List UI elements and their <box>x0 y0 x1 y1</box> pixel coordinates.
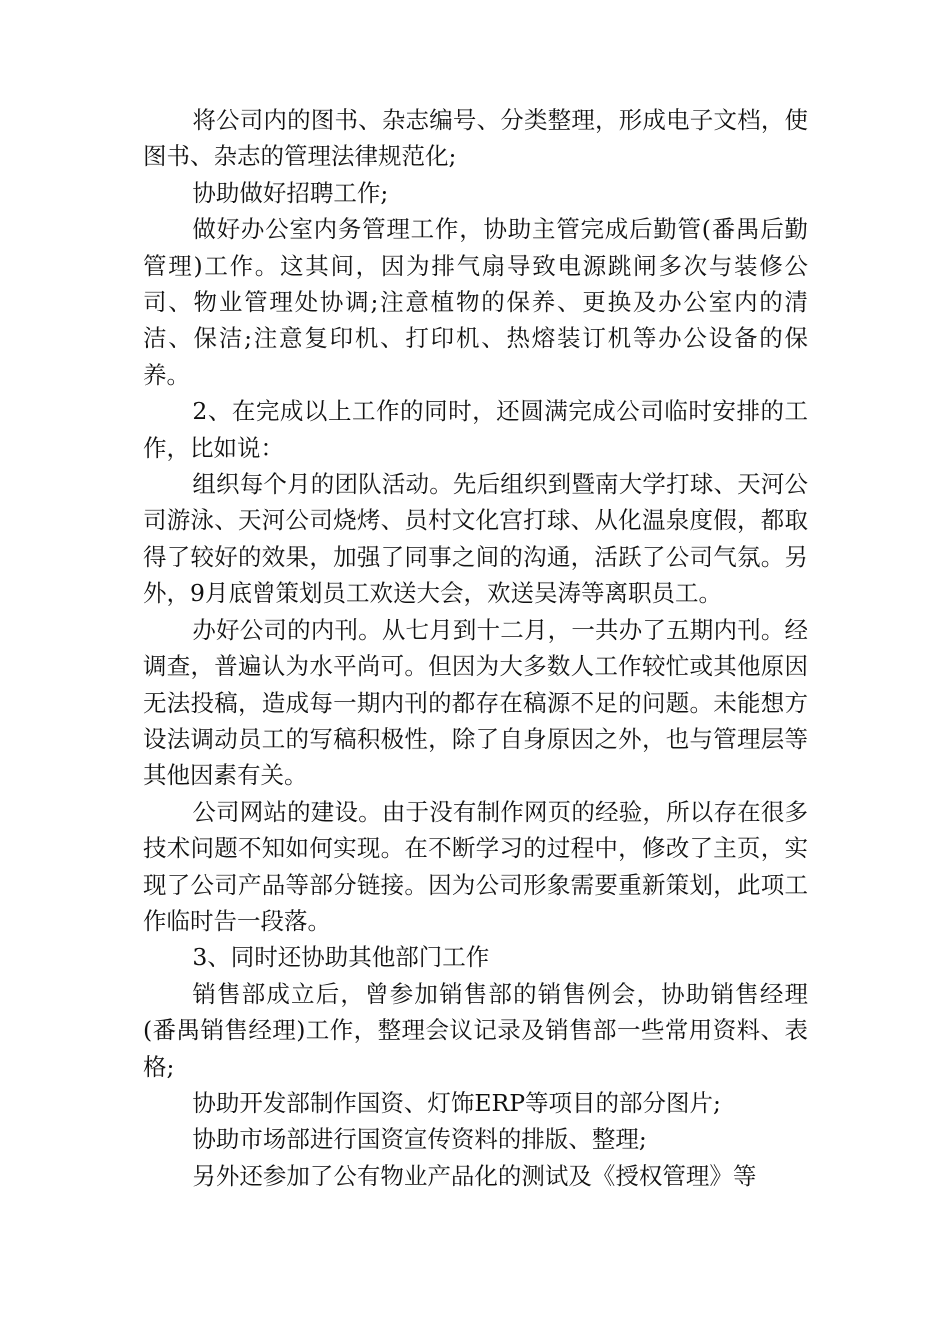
paragraph-library-archiving: 将公司内的图书、杂志编号、分类整理，形成电子文档，使图书、杂志的管理法律规范化; <box>143 106 808 171</box>
paragraph-development-support: 协助开发部制作国资、灯饰ERP等项目的部分图片; <box>192 1088 721 1117</box>
paragraph-additional-testing: 另外还参加了公有物业产品化的测试及《授权管理》等 <box>192 1161 757 1190</box>
paragraph-section-3: 3、同时还协助其他部门工作 <box>192 943 490 972</box>
paragraph-marketing-support: 协助市场部进行国资宣传资料的排版、整理; <box>192 1125 647 1154</box>
paragraph-section-2: 2、在完成以上工作的同时，还圆满完成公司临时安排的工作，比如说： <box>143 397 808 462</box>
document-body <box>143 102 808 1194</box>
paragraph-team-activities: 组织每个月的团队活动。先后组织到暨南大学打球、天河公司游泳、天河公司烧烤、员村文化宫打球、从化温泉度假，都取得了较好的效果，加强了同事之间的沟通，活跃了公司气氛。另外，9月底曾策划员工欢送大会，欢送吴涛等离职员工。 <box>143 470 808 608</box>
paragraph-recruitment: 协助做好招聘工作; <box>192 178 389 207</box>
paragraph-internal-journal: 办好公司的内刊。从七月到十二月，一共办了五期内刊。经调查，普遍认为水平尚可。但因为大多数人工作较忙或其他原因无法投稿，造成每一期内刊的都存在稿源不足的问题。未能想方设法调动员工的写稿积极性，除了自身原因之外，也与管理层等其他因素有关。 <box>143 615 808 790</box>
paragraph-office-management: 做好办公室内务管理工作，协助主管完成后勤管(番禺后勤管理)工作。这其间，因为排气扇导致电源跳闸多次与装修公司、物业管理处协调;注意植物的保养、更换及办公室内的清洁、保洁;注意复印机、打印机、热熔装订机等办公设备的保养。 <box>143 215 808 389</box>
paragraph-website: 公司网站的建设。由于没有制作网页的经验，所以存在很多技术问题不知如何实现。在不断学习的过程中，修改了主页，实现了公司产品等部分链接。因为公司形象需要重新策划，此项工作临时告一段落。 <box>143 797 808 935</box>
paragraph-sales-support: 销售部成立后，曾参加销售部的销售例会，协助销售经理(番禺销售经理)工作，整理会议记录及销售部一些常用资料、表格; <box>143 979 808 1081</box>
